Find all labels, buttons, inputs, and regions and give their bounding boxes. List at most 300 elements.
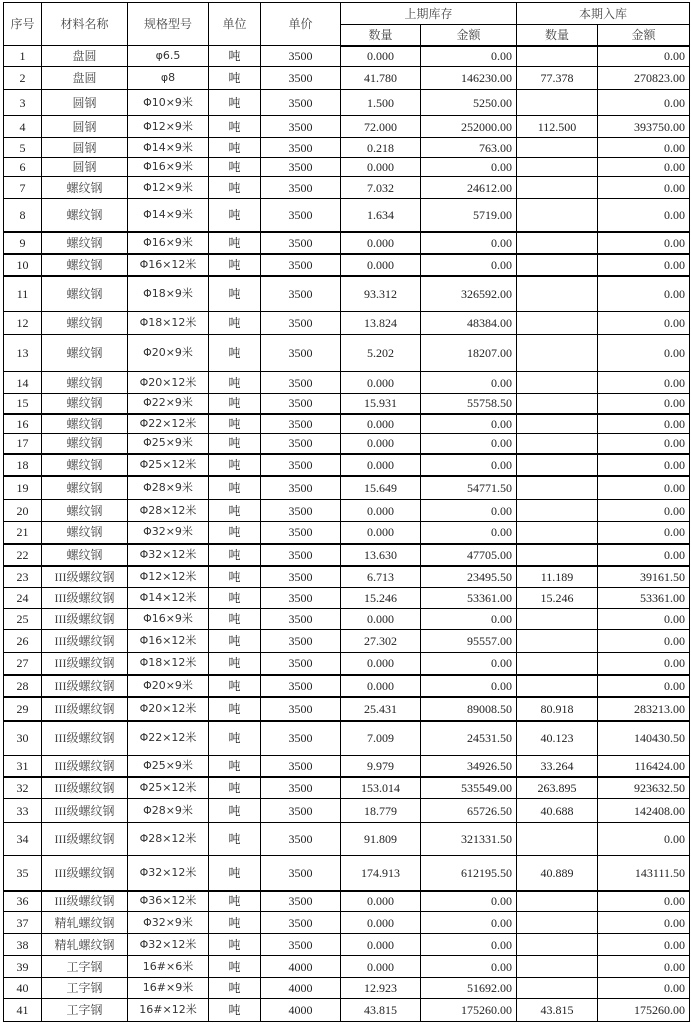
cell-seq: 39 [4,956,42,978]
cell-prev-amount: 612195.50 [421,856,517,891]
cell-curr-amount: 0.00 [598,90,690,116]
table-row [4,90,690,116]
cell-prev-amount: 65726.50 [421,799,517,823]
cell-prev-amount: 0.00 [421,500,517,522]
cell-seq: 22 [4,544,42,566]
cell-price: 3500 [261,544,341,566]
table-row [4,588,690,609]
table-row [4,956,690,978]
cell-material: III级螺纹钢 [42,823,128,856]
cell-material: 螺纹钢 [42,276,128,312]
cell-unit: 吨 [209,394,261,414]
cell-prev-qty: 5.202 [341,335,421,372]
inventory-table [3,2,690,1022]
cell-curr-amount: 270823.00 [598,67,690,90]
cell-prev-amount: 175260.00 [421,999,517,1022]
table-row [4,372,690,394]
cell-spec: 16#×6米 [128,956,209,978]
cell-spec: Φ20×12米 [128,372,209,394]
cell-unit: 吨 [209,756,261,777]
cell-curr-amount: 53361.00 [598,588,690,609]
cell-price: 3500 [261,454,341,476]
cell-unit: 吨 [209,653,261,675]
table-row [4,335,690,372]
cell-prev-amount: 51692.00 [421,978,517,999]
cell-curr-amount: 923632.50 [598,777,690,799]
cell-prev-qty: 0.000 [341,158,421,177]
cell-spec: φ8 [128,67,209,90]
cell-prev-qty: 0.000 [341,254,421,276]
table-row [4,158,690,177]
cell-seq: 2 [4,67,42,90]
cell-curr-amount: 116424.00 [598,756,690,777]
cell-material: III级螺纹钢 [42,856,128,891]
cell-prev-qty: 7.009 [341,721,421,756]
header-spec: 规格型号 [128,3,209,46]
cell-seq: 28 [4,675,42,697]
cell-spec: Φ16×9米 [128,158,209,177]
cell-unit: 吨 [209,232,261,254]
cell-prev-amount: 535549.00 [421,777,517,799]
cell-spec: Φ32×12米 [128,544,209,566]
cell-price: 3500 [261,46,341,67]
cell-material: III级螺纹钢 [42,566,128,588]
cell-price: 3500 [261,177,341,199]
cell-price: 3500 [261,756,341,777]
cell-curr-qty: 33.264 [517,756,598,777]
cell-prev-amount: 0.00 [421,891,517,912]
cell-unit: 吨 [209,116,261,138]
cell-spec: Φ16×9米 [128,609,209,630]
cell-price: 3500 [261,934,341,956]
cell-material: 圆钢 [42,138,128,158]
cell-curr-qty [517,454,598,476]
cell-spec: Φ14×12米 [128,588,209,609]
cell-curr-amount: 0.00 [598,232,690,254]
cell-spec: 16#×9米 [128,978,209,999]
table-row [4,823,690,856]
cell-material: 工字钢 [42,999,128,1022]
cell-price: 3500 [261,891,341,912]
cell-curr-qty: 263.895 [517,777,598,799]
cell-curr-amount: 0.00 [598,394,690,414]
cell-prev-qty: 0.000 [341,934,421,956]
cell-price: 3500 [261,588,341,609]
cell-curr-amount: 0.00 [598,522,690,544]
table-row [4,653,690,675]
cell-price: 4000 [261,956,341,978]
cell-curr-qty [517,653,598,675]
cell-curr-qty [517,476,598,500]
cell-spec: Φ20×12米 [128,697,209,721]
table-row [4,394,690,414]
table-row [4,116,690,138]
cell-prev-qty: 72.000 [341,116,421,138]
cell-unit: 吨 [209,46,261,67]
cell-unit: 吨 [209,630,261,653]
cell-material: III级螺纹钢 [42,588,128,609]
cell-prev-qty: 0.000 [341,891,421,912]
cell-prev-amount: 321331.50 [421,823,517,856]
cell-spec: 16#×12米 [128,999,209,1022]
cell-prev-amount: 54771.50 [421,476,517,500]
cell-prev-qty: 27.302 [341,630,421,653]
cell-prev-qty: 18.779 [341,799,421,823]
cell-seq: 15 [4,394,42,414]
cell-prev-qty: 15.246 [341,588,421,609]
table-row [4,630,690,653]
cell-prev-amount: 95557.00 [421,630,517,653]
cell-material: III级螺纹钢 [42,697,128,721]
table-row [4,891,690,912]
cell-curr-qty [517,394,598,414]
cell-unit: 吨 [209,934,261,956]
cell-price: 3500 [261,721,341,756]
cell-material: 圆钢 [42,116,128,138]
cell-seq: 41 [4,999,42,1022]
cell-unit: 吨 [209,276,261,312]
cell-price: 3500 [261,912,341,934]
cell-curr-qty: 11.189 [517,566,598,588]
cell-prev-amount: 0.00 [421,434,517,454]
cell-prev-qty: 12.923 [341,978,421,999]
header-seq: 序号 [4,3,42,46]
table-row [4,500,690,522]
cell-spec: Φ16×12米 [128,254,209,276]
cell-unit: 吨 [209,544,261,566]
cell-prev-amount: 0.00 [421,675,517,697]
cell-seq: 27 [4,653,42,675]
cell-unit: 吨 [209,177,261,199]
cell-curr-qty [517,500,598,522]
table-row [4,566,690,588]
cell-prev-qty: 13.630 [341,544,421,566]
cell-prev-qty: 174.913 [341,856,421,891]
cell-prev-amount: 0.00 [421,414,517,434]
cell-price: 3500 [261,90,341,116]
cell-price: 4000 [261,999,341,1022]
cell-spec: Φ28×12米 [128,500,209,522]
cell-curr-amount: 0.00 [598,891,690,912]
cell-curr-amount: 0.00 [598,912,690,934]
table-row [4,254,690,276]
header-unit: 单位 [209,3,261,46]
cell-prev-qty: 93.312 [341,276,421,312]
cell-seq: 9 [4,232,42,254]
cell-seq: 14 [4,372,42,394]
table-row [4,276,690,312]
table-row [4,756,690,777]
cell-seq: 34 [4,823,42,856]
cell-spec: Φ12×9米 [128,177,209,199]
cell-prev-qty: 0.000 [341,609,421,630]
cell-material: 精轧螺纹钢 [42,934,128,956]
cell-curr-qty: 77.378 [517,67,598,90]
table-row [4,856,690,891]
header-material: 材料名称 [42,3,128,46]
cell-prev-amount: 0.00 [421,522,517,544]
cell-seq: 12 [4,312,42,335]
cell-curr-qty: 80.918 [517,697,598,721]
cell-prev-amount: 0.00 [421,232,517,254]
cell-prev-qty: 0.000 [341,46,421,67]
table-row [4,934,690,956]
cell-unit: 吨 [209,956,261,978]
cell-prev-amount: 326592.00 [421,276,517,312]
cell-price: 3500 [261,335,341,372]
cell-material: III级螺纹钢 [42,721,128,756]
cell-prev-qty: 1.634 [341,199,421,232]
cell-curr-amount: 0.00 [598,653,690,675]
cell-unit: 吨 [209,312,261,335]
cell-material: 螺纹钢 [42,232,128,254]
cell-spec: Φ28×9米 [128,476,209,500]
cell-curr-qty [517,434,598,454]
cell-curr-amount: 39161.50 [598,566,690,588]
header-prev-stock: 上期库存 [341,3,517,25]
table-row [4,476,690,500]
cell-prev-amount: 146230.00 [421,67,517,90]
cell-prev-amount: 89008.50 [421,697,517,721]
table-row [4,999,690,1022]
table-row [4,609,690,630]
cell-material: 工字钢 [42,956,128,978]
cell-curr-qty [517,138,598,158]
cell-unit: 吨 [209,978,261,999]
cell-spec: Φ25×9米 [128,434,209,454]
cell-prev-qty: 0.000 [341,500,421,522]
cell-curr-qty [517,522,598,544]
cell-spec: Φ14×9米 [128,138,209,158]
table-row [4,232,690,254]
cell-seq: 4 [4,116,42,138]
cell-curr-qty [517,414,598,434]
table-row [4,434,690,454]
cell-prev-amount: 0.00 [421,46,517,67]
cell-curr-qty [517,978,598,999]
cell-prev-amount: 47705.00 [421,544,517,566]
cell-prev-amount: 0.00 [421,912,517,934]
table-row [4,544,690,566]
cell-spec: Φ18×12米 [128,312,209,335]
cell-material: III级螺纹钢 [42,777,128,799]
cell-curr-amount: 0.00 [598,454,690,476]
cell-seq: 37 [4,912,42,934]
cell-curr-qty: 40.688 [517,799,598,823]
cell-unit: 吨 [209,254,261,276]
cell-unit: 吨 [209,999,261,1022]
cell-curr-qty [517,276,598,312]
cell-prev-qty: 13.824 [341,312,421,335]
cell-curr-amount: 0.00 [598,978,690,999]
cell-curr-amount: 0.00 [598,312,690,335]
cell-seq: 31 [4,756,42,777]
cell-prev-qty: 0.000 [341,675,421,697]
cell-curr-amount: 0.00 [598,276,690,312]
table-row [4,978,690,999]
cell-spec: Φ14×9米 [128,199,209,232]
cell-curr-amount: 0.00 [598,138,690,158]
cell-price: 3500 [261,276,341,312]
cell-prev-amount: 0.00 [421,934,517,956]
cell-seq: 6 [4,158,42,177]
cell-price: 4000 [261,978,341,999]
cell-price: 3500 [261,67,341,90]
cell-spec: Φ16×9米 [128,232,209,254]
cell-prev-amount: 53361.00 [421,588,517,609]
cell-curr-qty [517,158,598,177]
cell-prev-amount: 0.00 [421,454,517,476]
cell-unit: 吨 [209,609,261,630]
cell-spec: Φ16×12米 [128,630,209,653]
cell-seq: 19 [4,476,42,500]
table-row [4,697,690,721]
cell-price: 3500 [261,414,341,434]
cell-prev-qty: 153.014 [341,777,421,799]
table-row [4,414,690,434]
cell-seq: 38 [4,934,42,956]
cell-unit: 吨 [209,476,261,500]
cell-spec: Φ20×9米 [128,335,209,372]
cell-curr-amount: 175260.00 [598,999,690,1022]
cell-price: 3500 [261,630,341,653]
cell-curr-qty [517,934,598,956]
cell-price: 3500 [261,254,341,276]
cell-unit: 吨 [209,777,261,799]
cell-seq: 30 [4,721,42,756]
cell-spec: Φ12×12米 [128,566,209,588]
cell-material: 圆钢 [42,90,128,116]
cell-material: III级螺纹钢 [42,630,128,653]
cell-unit: 吨 [209,335,261,372]
cell-curr-qty [517,46,598,67]
cell-seq: 7 [4,177,42,199]
cell-unit: 吨 [209,675,261,697]
cell-price: 3500 [261,566,341,588]
cell-curr-qty [517,372,598,394]
cell-curr-amount: 143111.50 [598,856,690,891]
header-curr-amount: 金额 [598,25,690,46]
cell-seq: 16 [4,414,42,434]
cell-curr-qty [517,609,598,630]
cell-price: 3500 [261,372,341,394]
cell-curr-amount: 393750.00 [598,116,690,138]
cell-prev-qty: 0.000 [341,372,421,394]
cell-spec: Φ18×9米 [128,276,209,312]
cell-prev-amount: 0.00 [421,158,517,177]
cell-material: 螺纹钢 [42,199,128,232]
cell-prev-qty: 0.000 [341,434,421,454]
cell-unit: 吨 [209,434,261,454]
cell-seq: 5 [4,138,42,158]
cell-spec: Φ32×12米 [128,856,209,891]
cell-curr-qty: 43.815 [517,999,598,1022]
cell-curr-amount: 0.00 [598,675,690,697]
header-price: 单价 [261,3,341,46]
cell-unit: 吨 [209,891,261,912]
cell-curr-qty: 112.500 [517,116,598,138]
cell-seq: 1 [4,46,42,67]
cell-material: III级螺纹钢 [42,675,128,697]
cell-price: 3500 [261,138,341,158]
cell-seq: 21 [4,522,42,544]
cell-curr-amount: 0.00 [598,199,690,232]
cell-seq: 8 [4,199,42,232]
cell-curr-amount: 140430.50 [598,721,690,756]
cell-unit: 吨 [209,158,261,177]
cell-spec: Φ10×9米 [128,90,209,116]
cell-prev-amount: 763.00 [421,138,517,158]
cell-material: 精轧螺纹钢 [42,912,128,934]
table-body [4,46,690,1022]
cell-spec: Φ32×9米 [128,912,209,934]
cell-curr-qty [517,912,598,934]
cell-material: 螺纹钢 [42,177,128,199]
cell-prev-qty: 0.000 [341,454,421,476]
cell-curr-amount: 0.00 [598,823,690,856]
cell-material: III级螺纹钢 [42,609,128,630]
cell-prev-qty: 7.032 [341,177,421,199]
cell-curr-qty [517,630,598,653]
cell-unit: 吨 [209,522,261,544]
cell-spec: Φ22×12米 [128,414,209,434]
cell-prev-amount: 34926.50 [421,756,517,777]
cell-spec: Φ22×12米 [128,721,209,756]
cell-material: 螺纹钢 [42,476,128,500]
cell-material: 螺纹钢 [42,335,128,372]
cell-spec: Φ32×9米 [128,522,209,544]
cell-curr-qty [517,544,598,566]
cell-material: 工字钢 [42,978,128,999]
cell-price: 3500 [261,856,341,891]
cell-prev-qty: 41.780 [341,67,421,90]
cell-spec: Φ18×12米 [128,653,209,675]
cell-material: 螺纹钢 [42,372,128,394]
cell-unit: 吨 [209,823,261,856]
cell-material: 螺纹钢 [42,254,128,276]
cell-material: III级螺纹钢 [42,891,128,912]
cell-seq: 20 [4,500,42,522]
cell-unit: 吨 [209,721,261,756]
cell-curr-amount: 0.00 [598,934,690,956]
cell-curr-qty [517,335,598,372]
cell-material: III级螺纹钢 [42,799,128,823]
cell-price: 3500 [261,312,341,335]
cell-prev-qty: 25.431 [341,697,421,721]
cell-seq: 24 [4,588,42,609]
cell-curr-qty [517,312,598,335]
cell-price: 3500 [261,434,341,454]
cell-curr-qty [517,956,598,978]
cell-curr-amount: 0.00 [598,956,690,978]
cell-seq: 29 [4,697,42,721]
cell-prev-amount: 5250.00 [421,90,517,116]
cell-curr-amount: 142408.00 [598,799,690,823]
cell-curr-amount: 0.00 [598,434,690,454]
cell-prev-amount: 24531.50 [421,721,517,756]
cell-curr-amount: 0.00 [598,335,690,372]
cell-curr-amount: 0.00 [598,544,690,566]
table-row [4,177,690,199]
cell-curr-qty [517,199,598,232]
cell-prev-qty: 15.649 [341,476,421,500]
cell-seq: 17 [4,434,42,454]
cell-price: 3500 [261,500,341,522]
cell-prev-qty: 0.000 [341,912,421,934]
cell-seq: 36 [4,891,42,912]
cell-unit: 吨 [209,138,261,158]
cell-price: 3500 [261,394,341,414]
